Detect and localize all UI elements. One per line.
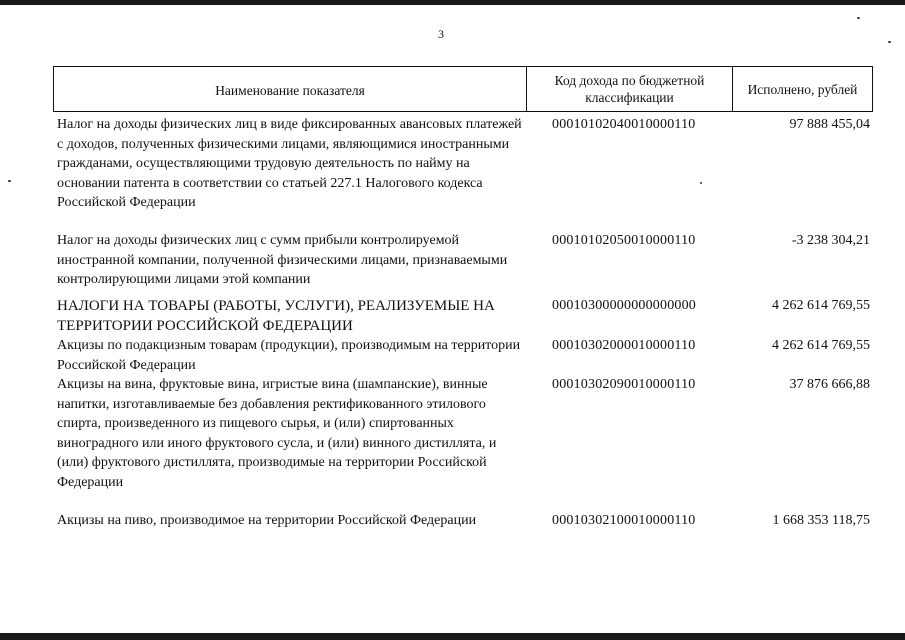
row-code: 00010102050010000110: [552, 233, 696, 248]
row-code: 00010302000010000110: [552, 338, 696, 353]
page-number: 3: [438, 27, 444, 41]
table-header: [53, 66, 873, 112]
row-name: Акцизы по подакцизным товарам (продукции), производимым на территории Российской Федерации: [57, 338, 521, 373]
row-name: Акцизы на вина, фруктовые вина, игристые вина (шампанские), винные напитки, изготавливаемые без добавления ректификованного этилового спирта, произведенного из пищевого сырья, и (или) спиртованных виноградного или иного фруктового сусла, и (или) винного дистиллята, и (или) фруктового дистиллята, производимые на территории Российской Федерации: [57, 377, 497, 490]
row-value: -3 238 304,21: [791, 233, 870, 248]
row-name: Налог на доходы физических лиц в виде фиксированных авансовых платежей с доходов, полученных физическими лицами, являющимися иностранными гражданами, осуществляющими трудовую деятельность по найму на основании патента в соответствии со статьей 227.1 Налогового кодекса Российской Федерации: [57, 117, 522, 210]
scan-speck: [857, 17, 860, 19]
row-value: 4 262 614 769,55: [772, 338, 870, 353]
header-name: Наименование показателя: [54, 67, 527, 111]
row-code: 00010300000000000000: [552, 298, 696, 313]
row-code: 00010102040010000110: [552, 117, 696, 132]
scan-edge-bottom: [0, 633, 905, 640]
header-executed: Исполнено, рублей: [747, 81, 858, 97]
row-name: Налог на доходы физических лиц с сумм прибыли контролируемой иностранной компании, полученной физическими лицами, признаваемыми контролирующими лицами этой компании: [57, 233, 508, 287]
scan-speck: [8, 180, 11, 182]
row-name-section: НАЛОГИ НА ТОВАРЫ (РАБОТЫ, УСЛУГИ), РЕАЛИЗУЕМЫЕ НА ТЕРРИТОРИИ РОССИЙСКОЙ ФЕДЕРАЦИИ: [57, 298, 495, 334]
row-value: 1 668 353 118,75: [772, 513, 870, 528]
row-value: 97 888 455,04: [789, 117, 870, 132]
row-value: 37 876 666,88: [789, 377, 870, 392]
row-name: Акцизы на пиво, производимое на территории Российской Федерации: [57, 513, 477, 528]
scan-speck: [700, 182, 702, 184]
scan-speck: [888, 41, 891, 43]
row-code: 00010302100010000110: [552, 513, 696, 528]
header-code: Код дохода по бюджетной классификации: [527, 67, 733, 111]
row-code: 00010302090010000110: [552, 377, 696, 392]
row-value: 4 262 614 769,55: [772, 298, 870, 313]
scan-edge-top: [0, 0, 905, 5]
